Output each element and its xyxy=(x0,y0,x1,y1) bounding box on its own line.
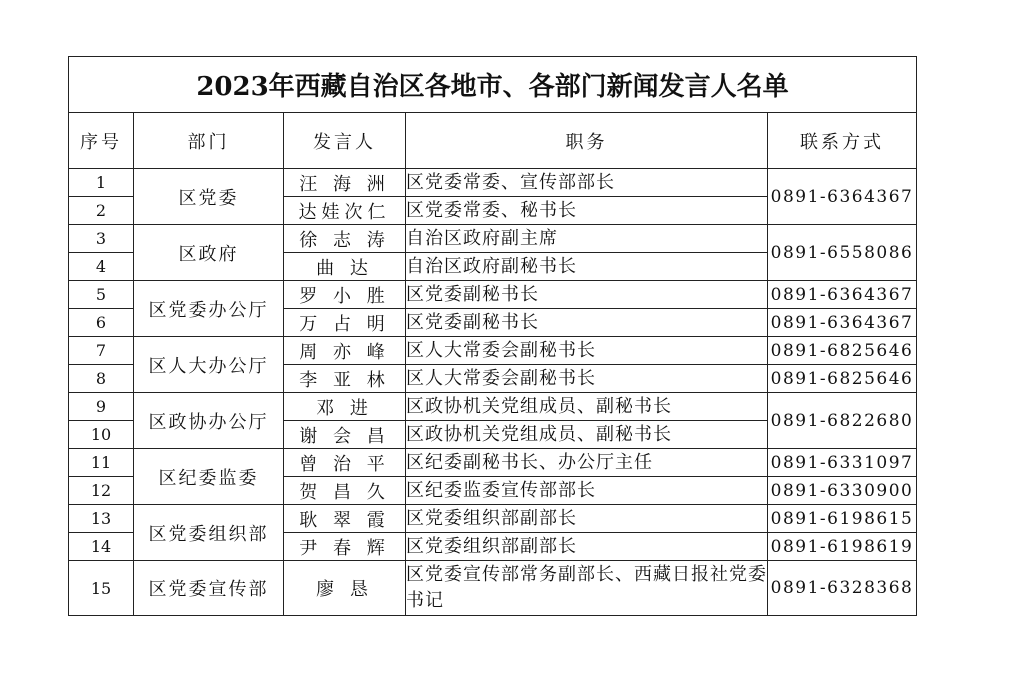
table-row xyxy=(69,505,917,533)
header-spokesperson: 发言人 xyxy=(284,113,406,169)
position-cell: 区人大常委会副秘书长 xyxy=(406,337,768,365)
spokesperson-name: 周 亦 峰 xyxy=(284,337,406,365)
phone-cell: 0891-6198615 xyxy=(768,505,917,533)
row-number: 3 xyxy=(69,225,134,253)
phone-cell: 0891-6198619 xyxy=(768,533,917,561)
position-cell: 自治区政府副主席 xyxy=(406,225,768,253)
phone-cell: 0891-6825646 xyxy=(768,365,917,393)
position-cell: 区党委宣传部常务副部长、西藏日报社党委书记 xyxy=(406,561,768,616)
spokesperson-name: 耿 翠 霞 xyxy=(284,505,406,533)
row-number: 10 xyxy=(69,421,134,449)
table-row xyxy=(69,561,917,616)
position-cell: 区党委常委、宣传部部长 xyxy=(406,169,768,197)
position-cell: 区纪委副秘书长、办公厅主任 xyxy=(406,449,768,477)
phone-cell: 0891-6825646 xyxy=(768,337,917,365)
position-cell: 区党委组织部副部长 xyxy=(406,505,768,533)
phone-cell: 0891-6364367 xyxy=(768,281,917,309)
spokesperson-name: 徐 志 涛 xyxy=(284,225,406,253)
spokesperson-name: 达娃次仁 xyxy=(284,197,406,225)
phone-cell: 0891-6328368 xyxy=(768,561,917,616)
spokesperson-name: 李 亚 林 xyxy=(284,365,406,393)
position-cell: 区党委组织部副部长 xyxy=(406,533,768,561)
table-row xyxy=(69,169,917,197)
row-number: 5 xyxy=(69,281,134,309)
document-sheet xyxy=(68,56,916,616)
phone-cell: 0891-6331097 xyxy=(768,449,917,477)
department-cell: 区党委 xyxy=(134,169,284,225)
spokesperson-name: 万 占 明 xyxy=(284,309,406,337)
department-cell: 区政协办公厅 xyxy=(134,393,284,449)
spokesperson-name: 谢 会 昌 xyxy=(284,421,406,449)
phone-cell: 0891-6364367 xyxy=(768,169,917,225)
position-cell: 区政协机关党组成员、副秘书长 xyxy=(406,421,768,449)
table-row xyxy=(69,225,917,253)
department-cell: 区人大办公厅 xyxy=(134,337,284,393)
position-cell: 区党委副秘书长 xyxy=(406,309,768,337)
row-number: 6 xyxy=(69,309,134,337)
row-number: 4 xyxy=(69,253,134,281)
row-number: 2 xyxy=(69,197,134,225)
row-number: 14 xyxy=(69,533,134,561)
spokesperson-name: 贺 昌 久 xyxy=(284,477,406,505)
department-cell: 区党委组织部 xyxy=(134,505,284,561)
row-number: 7 xyxy=(69,337,134,365)
row-number: 13 xyxy=(69,505,134,533)
position-cell: 区党委副秘书长 xyxy=(406,281,768,309)
spokesperson-name: 罗 小 胜 xyxy=(284,281,406,309)
phone-cell: 0891-6558086 xyxy=(768,225,917,281)
row-number: 11 xyxy=(69,449,134,477)
position-cell: 区政协机关党组成员、副秘书长 xyxy=(406,393,768,421)
row-number: 12 xyxy=(69,477,134,505)
department-cell: 区政府 xyxy=(134,225,284,281)
phone-cell: 0891-6364367 xyxy=(768,309,917,337)
spokesperson-name: 廖 恳 xyxy=(284,561,406,616)
header-department: 部门 xyxy=(134,113,284,169)
table-row xyxy=(69,393,917,421)
department-cell: 区党委办公厅 xyxy=(134,281,284,337)
table-row xyxy=(69,449,917,477)
phone-cell: 0891-6822680 xyxy=(768,393,917,449)
position-cell: 自治区政府副秘书长 xyxy=(406,253,768,281)
position-cell: 区党委常委、秘书长 xyxy=(406,197,768,225)
row-number: 1 xyxy=(69,169,134,197)
header-contact: 联系方式 xyxy=(768,113,917,169)
table-title: 2023年西藏自治区各地市、各部门新闻发言人名单 xyxy=(69,57,917,113)
spokesperson-name: 曲 达 xyxy=(284,253,406,281)
spokesperson-name: 曾 治 平 xyxy=(284,449,406,477)
table-row xyxy=(69,337,917,365)
spokesperson-name: 汪 海 洲 xyxy=(284,169,406,197)
department-cell: 区纪委监委 xyxy=(134,449,284,505)
header-number: 序号 xyxy=(69,113,134,169)
row-number: 9 xyxy=(69,393,134,421)
row-number: 15 xyxy=(69,561,134,616)
department-cell: 区党委宣传部 xyxy=(134,561,284,616)
position-cell: 区人大常委会副秘书长 xyxy=(406,365,768,393)
table-row xyxy=(69,281,917,309)
spokesperson-name: 尹 春 辉 xyxy=(284,533,406,561)
row-number: 8 xyxy=(69,365,134,393)
position-cell: 区纪委监委宣传部部长 xyxy=(406,477,768,505)
spokesperson-name: 邓 进 xyxy=(284,393,406,421)
phone-cell: 0891-6330900 xyxy=(768,477,917,505)
header-position: 职务 xyxy=(406,113,768,169)
spokesperson-table xyxy=(68,56,917,616)
